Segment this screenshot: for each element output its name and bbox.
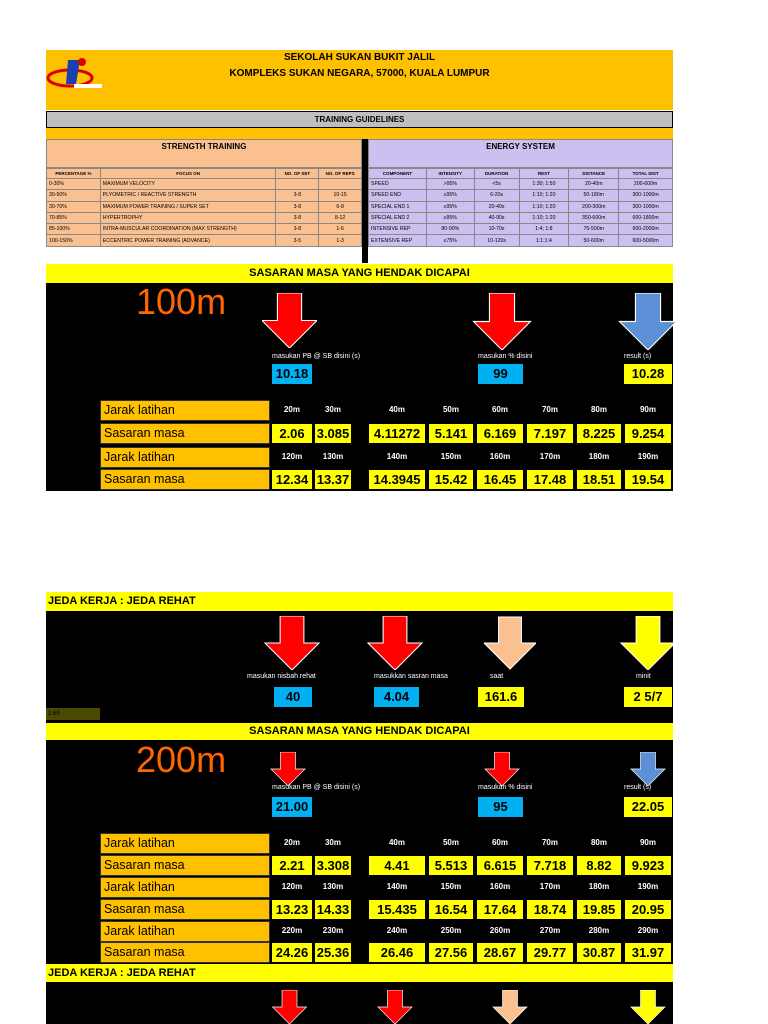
pct-label-1: masukan % disini xyxy=(478,353,533,360)
strength-cell: 8-12 xyxy=(319,212,362,223)
strength-cell: 3-8 xyxy=(276,212,319,223)
strength-cell xyxy=(276,179,319,190)
event-200m: 200m xyxy=(136,739,227,780)
target-time-cell: 28.67 xyxy=(476,942,524,963)
strength-cell: PLYOMETRIC / REACTIVE STRENGTH xyxy=(100,190,276,201)
distance-cell: 50m xyxy=(442,405,459,414)
row-label: Sasaran masa xyxy=(100,899,270,920)
energy-cell: 1:10; 1:20 xyxy=(519,201,569,212)
strength-cell: 85-100% xyxy=(47,224,101,235)
strength-cell: 30-70% xyxy=(47,201,101,212)
strength-table xyxy=(46,168,362,247)
target-time-cell: 6.169 xyxy=(476,423,524,444)
strength-cell: 3-8 xyxy=(276,224,319,235)
distance-cell: 20m xyxy=(283,838,300,847)
energy-cell: ≥95% xyxy=(426,201,474,212)
energy-cell: ≥95% xyxy=(426,190,474,201)
rest-ratio-input[interactable]: 40 xyxy=(274,687,312,707)
down-arrow-peach-icon xyxy=(484,990,536,1024)
energy-cell: ≤75% xyxy=(426,235,474,246)
energy-cell: EXTENSIVE REP xyxy=(369,235,427,246)
strength-cell: 100-150% xyxy=(47,235,101,246)
target-time-cell: 14.33 xyxy=(314,899,352,920)
distance-cell: 150m xyxy=(440,882,462,891)
distance-cell: 120m xyxy=(281,452,303,461)
strength-cell: 1-3 xyxy=(319,235,362,246)
energy-cell: 350-600m xyxy=(569,212,619,223)
target-time-cell: 16.45 xyxy=(476,469,524,490)
energy-cell: ≥95% xyxy=(426,212,474,223)
distance-cell: 120m xyxy=(281,882,303,891)
row-label: Sasaran masa xyxy=(100,942,270,963)
strength-cell: 3-5 xyxy=(276,235,319,246)
strength-cell: 0-30% xyxy=(47,179,101,190)
strength-cell: INTRA-MUSCULAR COORDINATION (MAX STRENGTH) xyxy=(100,224,276,235)
header-spacer xyxy=(46,128,673,139)
target-time-input[interactable]: 4.04 xyxy=(374,687,419,707)
distance-cell: 80m xyxy=(590,838,607,847)
distance-cell: 90m xyxy=(639,838,656,847)
strength-cell: 6-8 xyxy=(319,201,362,212)
energy-cell: SPEED END xyxy=(369,190,427,201)
row-label: Sasaran masa xyxy=(100,423,270,444)
target-time-cell: 20.95 xyxy=(624,899,672,920)
distance-cell: 220m xyxy=(281,926,303,935)
strength-cell: 3-8 xyxy=(276,201,319,212)
pb-input-1[interactable]: 10.18 xyxy=(272,364,312,384)
target-banner-1: SASARAN MASA YANG HENDAK DICAPAI xyxy=(46,264,673,283)
target-time-cell: 29.77 xyxy=(526,942,574,963)
energy-cell: 10-120s xyxy=(474,235,519,246)
energy-cell: 1:10; 1:20 xyxy=(519,212,569,223)
pb-label-1: masukan PB @ SB disini (s) xyxy=(272,353,361,360)
target-time-cell: 16.54 xyxy=(428,899,474,920)
strength-cell: MAXIMUM POWER TRAINING / SUPER SET xyxy=(100,201,276,212)
pct-input-2[interactable]: 95 xyxy=(478,797,523,817)
distance-cell: 260m xyxy=(489,926,511,935)
target-time-cell: 7.718 xyxy=(526,855,574,876)
energy-cell: 1:4; 1:8 xyxy=(519,224,569,235)
target-time-cell: 15.42 xyxy=(428,469,474,490)
distance-cell: 40m xyxy=(388,405,405,414)
down-arrow-blue-icon xyxy=(614,752,682,786)
energy-cell: 1:30; 1:50 xyxy=(519,179,569,190)
target-time-cell: 8.82 xyxy=(576,855,622,876)
distance-cell: 180m xyxy=(588,452,610,461)
distance-cell: 270m xyxy=(539,926,561,935)
target-time-cell: 13.23 xyxy=(271,899,313,920)
distance-cell: 280m xyxy=(588,926,610,935)
header-line2: KOMPLEKS SUKAN NEGARA, 57000, KUALA LUMPUR xyxy=(229,68,490,79)
target-time-cell: 5.141 xyxy=(428,423,474,444)
energy-cell: 6-20s xyxy=(474,190,519,201)
rest-ratio-label: masukan nisbah rehat xyxy=(247,673,316,680)
energy-cell: 10-70s xyxy=(474,224,519,235)
energy-cell: SPECIAL END 1 xyxy=(369,201,427,212)
target-time-cell: 18.74 xyxy=(526,899,574,920)
distance-cell: 250m xyxy=(440,926,462,935)
strength-row xyxy=(47,224,362,235)
target-time-cell: 9.254 xyxy=(624,423,672,444)
pct-input-1[interactable]: 99 xyxy=(478,364,523,384)
distance-cell: 290m xyxy=(637,926,659,935)
strength-col-header: NO. OF SET xyxy=(276,169,319,179)
strength-title: STRENGTH TRAINING xyxy=(46,139,362,168)
strength-col-header: FOCUS ON xyxy=(100,169,276,179)
energy-col-header: COMPONENT xyxy=(369,169,427,179)
down-arrow-red-icon xyxy=(360,616,430,670)
energy-cell: >95% xyxy=(426,179,474,190)
energy-cell: 1:1;1:4 xyxy=(519,235,569,246)
result-label-1: result (s) xyxy=(624,353,652,360)
distance-cell: 30m xyxy=(324,838,341,847)
target-time-cell: 31.97 xyxy=(624,942,672,963)
down-arrow-red-icon xyxy=(262,293,317,348)
distance-cell: 160m xyxy=(489,452,511,461)
strength-row xyxy=(47,201,362,212)
energy-cell: 75-500m xyxy=(569,224,619,235)
strength-row xyxy=(47,235,362,246)
target-time-cell: 8.225 xyxy=(576,423,622,444)
strength-col-header: PERCENTAGE % xyxy=(47,169,101,179)
energy-cell: INTENSIVE REP xyxy=(369,224,427,235)
target-time-cell: 19.54 xyxy=(624,469,672,490)
target-time-cell: 24.26 xyxy=(271,942,313,963)
distance-cell: 190m xyxy=(637,452,659,461)
energy-col-header: DURATION xyxy=(474,169,519,179)
pb-input-2[interactable]: 21.00 xyxy=(272,797,312,817)
strength-cell: MAXIMUM VELOCITY xyxy=(100,179,276,190)
energy-cell: 200-300m xyxy=(569,201,619,212)
pct-label-2: masukan % disini xyxy=(478,784,533,791)
target-time-cell: 4.11272 xyxy=(368,423,426,444)
down-arrow-yellow-icon xyxy=(614,990,682,1024)
target-time-cell: 3.308 xyxy=(314,855,352,876)
energy-cell: 20-40m xyxy=(569,179,619,190)
energy-col-header: INTENSITY xyxy=(426,169,474,179)
target-time-cell: 12.34 xyxy=(271,469,313,490)
strength-cell: 1-6 xyxy=(319,224,362,235)
down-arrow-red-icon xyxy=(258,752,318,786)
distance-cell: 70m xyxy=(541,838,558,847)
distance-cell: 240m xyxy=(386,926,408,935)
minutes-label: minit xyxy=(636,673,651,680)
distance-cell: 150m xyxy=(440,452,462,461)
down-arrow-red-icon xyxy=(468,293,536,350)
strength-cell xyxy=(319,179,362,190)
energy-cell: 300-1000m xyxy=(619,201,673,212)
distance-cell: 20m xyxy=(283,405,300,414)
distance-cell: 50m xyxy=(442,838,459,847)
energy-table xyxy=(368,168,673,247)
row-label: Sasaran masa xyxy=(100,469,270,490)
energy-cell: 600-1800m xyxy=(619,212,673,223)
strength-cell: 3-8 xyxy=(276,190,319,201)
strength-row xyxy=(47,212,362,223)
target-time-cell: 15.435 xyxy=(368,899,426,920)
target-time-cell: 14.3945 xyxy=(368,469,426,490)
row-label: Jarak latihan xyxy=(100,877,270,898)
distance-cell: 180m xyxy=(588,882,610,891)
row-label: Jarak latihan xyxy=(100,921,270,942)
down-arrow-red-icon xyxy=(360,990,430,1024)
energy-col-header: REST xyxy=(519,169,569,179)
energy-cell: SPECIAL END 2 xyxy=(369,212,427,223)
target-time-cell: 18.51 xyxy=(576,469,622,490)
down-arrow-yellow-icon xyxy=(614,616,682,670)
target-time-cell: 17.64 xyxy=(476,899,524,920)
distance-cell: 160m xyxy=(489,882,511,891)
strength-row xyxy=(47,190,362,201)
energy-row xyxy=(369,201,673,212)
strength-cell: ECCENTRIC POWER TRAINING (ADVANCE) xyxy=(100,235,276,246)
energy-cell: 300-1000m xyxy=(619,190,673,201)
energy-cell: 600-5000m xyxy=(619,235,673,246)
down-arrow-red-icon xyxy=(468,752,536,786)
energy-row xyxy=(369,235,673,246)
distance-cell: 40m xyxy=(388,838,405,847)
distance-cell: 170m xyxy=(539,452,561,461)
header-line1: SEKOLAH SUKAN BUKIT JALIL xyxy=(283,52,436,63)
jeda-title-2: JEDA KERJA : JEDA REHAT xyxy=(46,964,673,982)
target-time-cell: 9.923 xyxy=(624,855,672,876)
row-label: Jarak latihan xyxy=(100,833,270,854)
row-label: Jarak latihan xyxy=(100,447,270,468)
target-time-cell: 17.48 xyxy=(526,469,574,490)
target-time-cell: 2.21 xyxy=(271,855,313,876)
result-value-2: 22.05 xyxy=(624,797,672,817)
down-arrow-peach-icon xyxy=(484,616,536,670)
strength-row xyxy=(47,179,362,190)
strength-cell: 30-50% xyxy=(47,190,101,201)
energy-cell: <5s xyxy=(474,179,519,190)
energy-row xyxy=(369,179,673,190)
row-label: Jarak latihan xyxy=(100,400,270,421)
distance-cell: 130m xyxy=(322,882,344,891)
strength-col-header: NO. OF REPS xyxy=(319,169,362,179)
energy-cell: 50-600m xyxy=(569,235,619,246)
result-value-1: 10.28 xyxy=(624,364,672,384)
target-time-cell: 2.06 xyxy=(271,423,313,444)
target-time-cell: 19.85 xyxy=(576,899,622,920)
distance-cell: 90m xyxy=(639,405,656,414)
target-time-cell: 7.197 xyxy=(526,423,574,444)
minutes-value: 2 5/7 xyxy=(624,687,672,707)
energy-cell: 1:10; 1:20 xyxy=(519,190,569,201)
row-label: Sasaran masa xyxy=(100,855,270,876)
target-time-cell: 5.513 xyxy=(428,855,474,876)
energy-cell: 20-40s xyxy=(474,201,519,212)
event-100m: 100m xyxy=(136,281,227,322)
energy-row xyxy=(369,212,673,223)
energy-col-header: TOTAL DIST xyxy=(619,169,673,179)
energy-cell: 200-600m xyxy=(619,179,673,190)
energy-cell: SPEED xyxy=(369,179,427,190)
distance-cell: 190m xyxy=(637,882,659,891)
target-time-cell: 4.41 xyxy=(368,855,426,876)
distance-cell: 130m xyxy=(322,452,344,461)
distance-cell: 230m xyxy=(322,926,344,935)
jeda-title-1: JEDA KERJA : JEDA REHAT xyxy=(46,592,673,611)
target-time-cell: 30.87 xyxy=(576,942,622,963)
strength-cell: HYPERTROPHY xyxy=(100,212,276,223)
energy-cell: 50-180m xyxy=(569,190,619,201)
down-arrow-red-icon xyxy=(262,990,317,1024)
target-time-cell: 6.615 xyxy=(476,855,524,876)
energy-cell: 600-2000m xyxy=(619,224,673,235)
energy-col-header: DISTANCE xyxy=(569,169,619,179)
target-time-cell: 25.36 xyxy=(314,942,352,963)
target-time-cell: 13.37 xyxy=(314,469,352,490)
strength-cell: 10-15 xyxy=(319,190,362,201)
strength-cell: 70-85% xyxy=(47,212,101,223)
distance-cell: 60m xyxy=(491,405,508,414)
target-time-label: masukkan sasran masa xyxy=(374,673,448,680)
pb-label-2: masukan PB @ SB disini (s) xyxy=(272,784,361,791)
result-label-2: result (s) xyxy=(624,784,652,791)
energy-cell: 40-90s xyxy=(474,212,519,223)
distance-cell: 140m xyxy=(386,452,408,461)
distance-cell: 170m xyxy=(539,882,561,891)
distance-cell: 30m xyxy=(324,405,341,414)
down-arrow-blue-icon xyxy=(614,293,682,350)
target-time-cell: 3.085 xyxy=(314,423,352,444)
target-time-cell: 27.56 xyxy=(428,942,474,963)
guidelines-title: TRAINING GUIDELINES xyxy=(46,111,673,128)
distance-cell: 60m xyxy=(491,838,508,847)
side-value: 2.69 xyxy=(46,708,100,720)
down-arrow-red-icon xyxy=(262,616,322,670)
energy-title: ENERGY SYSTEM xyxy=(368,139,673,168)
target-banner-2: SASARAN MASA YANG HENDAK DICAPAI xyxy=(46,723,673,740)
distance-cell: 70m xyxy=(541,405,558,414)
seconds-value: 161.6 xyxy=(478,687,524,707)
distance-cell: 80m xyxy=(590,405,607,414)
seconds-label: saat xyxy=(490,673,504,680)
distance-cell: 140m xyxy=(386,882,408,891)
target-time-cell: 26.46 xyxy=(368,942,426,963)
energy-cell: 80-90% xyxy=(426,224,474,235)
energy-row xyxy=(369,224,673,235)
energy-row xyxy=(369,190,673,201)
